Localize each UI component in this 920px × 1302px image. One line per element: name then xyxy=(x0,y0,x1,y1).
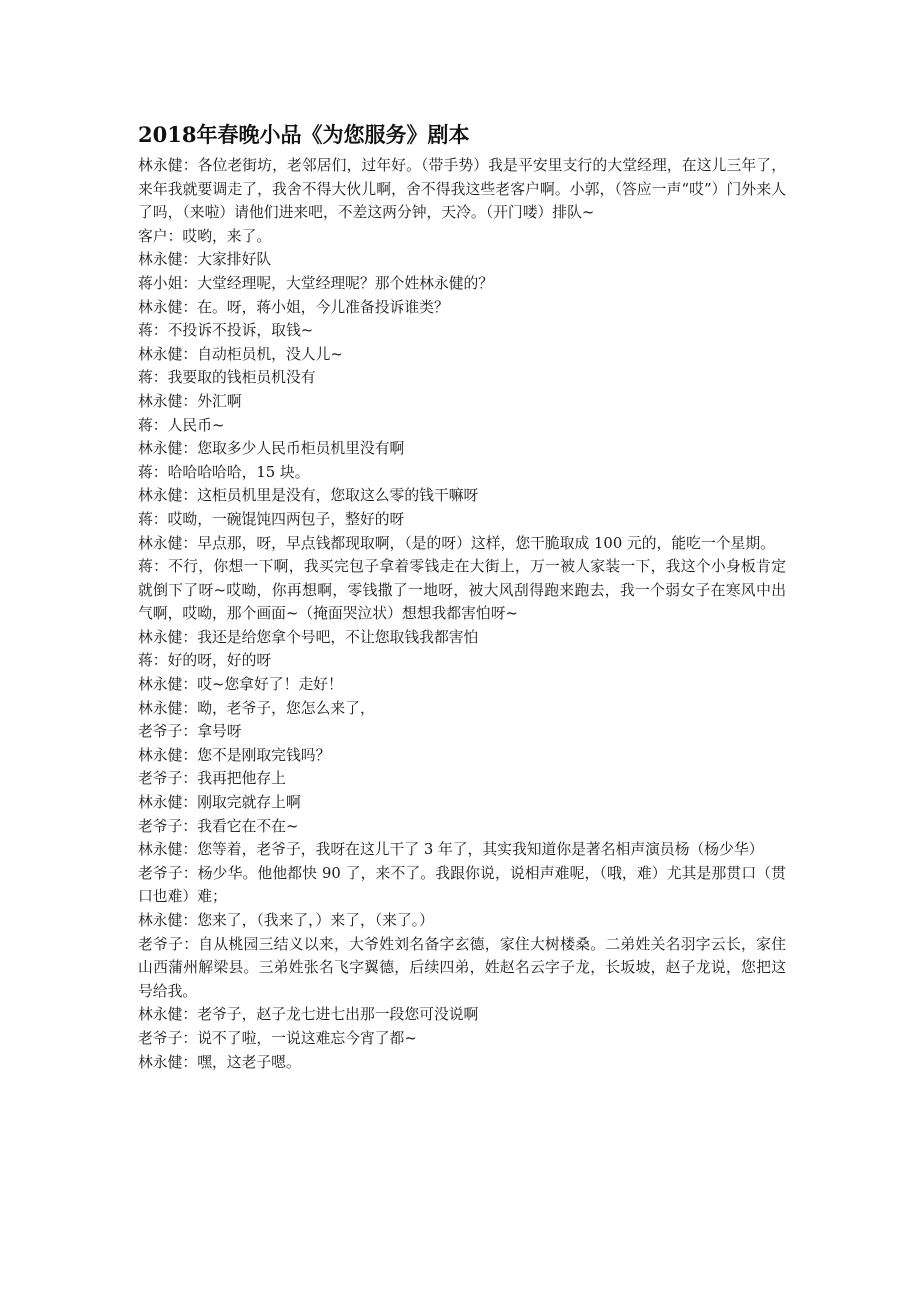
script-line: 蒋：不投诉不投诉，取钱~ xyxy=(138,322,314,340)
script-line: 老爷子：说不了啦，一说这难忘今宵了都~ xyxy=(138,1029,417,1047)
script-line: 老爷子：杨少华。他他都快 90 了，来不了。我跟你说，说相声难呢，（哦，难）尤其是那贯口（贯口也难）难； xyxy=(138,864,786,906)
script-line: 蒋：不行，你想一下啊，我买完包子拿着零钱走在大街上，万一被人家装一下，我这个小身板肯定就倒下了呀~哎呦，你再想啊，零钱撒了一地呀，被大风刮得跑来跑去，我一个弱女子在寒风中出气啊，哎呦，那个画面~（掩面哭泣状）想想我都害怕呀~ xyxy=(138,558,786,623)
script-line: 林永健：老爷子，赵子龙七进七出那一段您可没说啊 xyxy=(138,1006,479,1024)
script-line: 蒋小姐：大堂经理呢，大堂经理呢？那个姓林永健的？ xyxy=(138,274,494,292)
document-body xyxy=(138,120,786,1074)
script-line: 林永健：嘿，这老子嗯。 xyxy=(138,1053,301,1071)
script-line: 老爷子：自从桃园三结义以来，大爷姓刘名备字玄德，家住大树楼桑。二弟姓关名羽字云长，家住山西蒲州解梁县。三弟姓张名飞字翼德，后续四弟，姓赵名云字子龙，长坂坡，赵子龙说，您把这号给我。 xyxy=(138,935,786,1000)
script-line: 林永健：自动柜员机，没人儿~ xyxy=(138,345,343,363)
script-lines xyxy=(138,154,786,1074)
script-line: 林永健：外汇啊 xyxy=(138,392,242,410)
script-line: 老爷子：拿号呀 xyxy=(138,723,242,741)
script-line: 林永健：哎~您拿好了！走好！ xyxy=(138,676,343,694)
script-line: 林永健：您等着，老爷子，我呀在这儿干了 3 年了，其实我知道你是著名相声演员杨（杨少华） xyxy=(138,841,764,859)
script-line: 林永健：早点那，呀，早点钱都现取啊，（是的呀）这样，您干脆取成 100 元的，能吃一个星期。 xyxy=(138,534,775,552)
script-line: 林永健：在。呀，蒋小姐，今儿准备投诉谁类？ xyxy=(138,298,449,316)
script-line: 林永健：大家排好队 xyxy=(138,251,272,269)
script-line: 林永健：您不是刚取完钱吗？ xyxy=(138,746,331,764)
script-line: 蒋：好的呀，好的呀 xyxy=(138,652,272,670)
script-line: 林永健：我还是给您拿个号吧，不让您取钱我都害怕 xyxy=(138,628,479,646)
script-line: 蒋：人民币~ xyxy=(138,416,225,434)
script-line: 蒋：哈哈哈哈哈，15 块。 xyxy=(138,463,310,481)
script-line: 客户：哎哟，来了。 xyxy=(138,227,272,245)
script-line: 林永健：这柜员机里是没有，您取这么零的钱干嘛呀 xyxy=(138,487,479,505)
script-line: 老爷子：我再把他存上 xyxy=(138,770,286,788)
script-line: 林永健：各位老街坊，老邻居们，过年好。（带手势）我是平安里支行的大堂经理，在这儿三年了，来年我就要调走了，我舍不得大伙儿啊，舍不得我这些老客户啊。小郭，（答应一声“哎”）门外来人了吗，（来啦）请他们进来吧，不差这两分钟，天冷。（开门喽）排队~ xyxy=(138,157,786,222)
document-title: 2018年春晚小品《为您服务》剧本 xyxy=(138,122,470,147)
script-line: 老爷子：我看它在不在~ xyxy=(138,817,299,835)
script-line: 蒋：哎呦，一碗馄饨四两包子，整好的呀 xyxy=(138,510,405,528)
script-line: 林永健：您取多少人民币柜员机里没有啊 xyxy=(138,440,405,458)
script-line: 林永健：您来了，（我来了，）来了，（来了。） xyxy=(138,912,434,929)
script-line: 林永健：呦，老爷子，您怎么来了， xyxy=(138,699,375,717)
script-line: 蒋：我要取的钱柜员机没有 xyxy=(138,369,316,387)
script-line: 林永健：刚取完就存上啊 xyxy=(138,794,301,812)
